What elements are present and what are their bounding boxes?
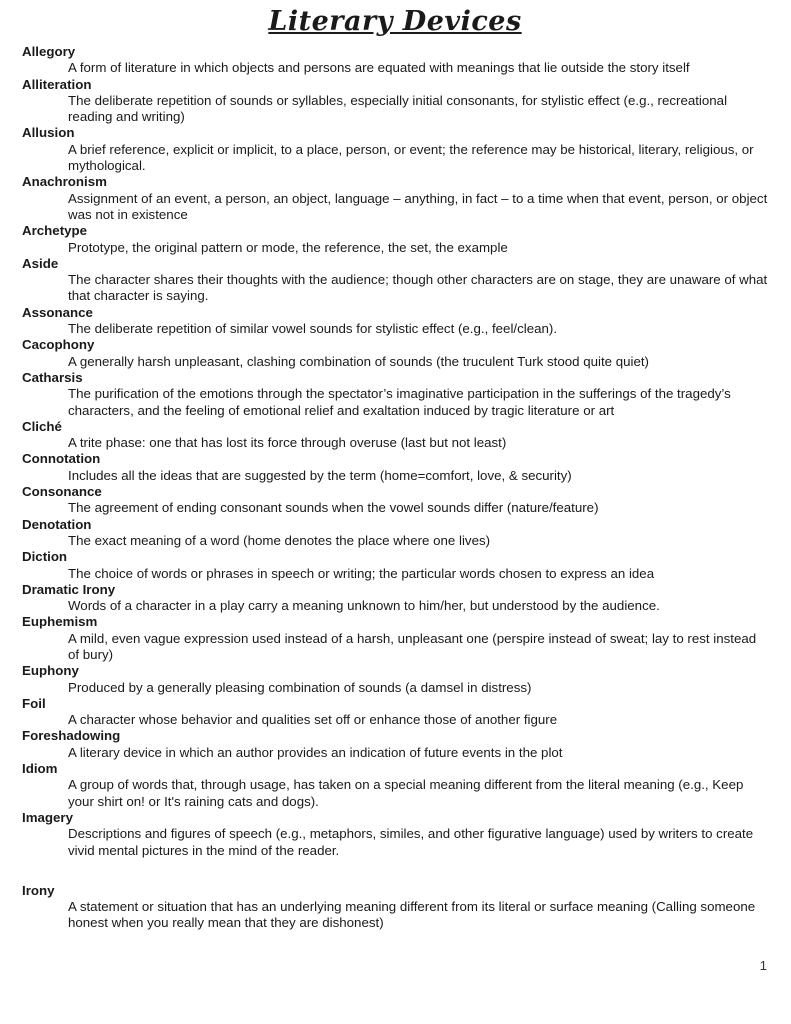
glossary-entry [22, 549, 768, 582]
glossary-entry [22, 256, 768, 305]
glossary-entry [22, 582, 768, 615]
term-heading: Euphemism [22, 614, 98, 630]
glossary-entry [22, 484, 768, 517]
glossary-entry [22, 517, 768, 550]
term-heading: Idiom [22, 761, 58, 777]
glossary-entry [22, 728, 768, 761]
term-definition: The purification of the emotions through the spectator’s imaginative participation in the sufferings of the tragedy’s characters, and the feeling of emotional relief and exaltation induced by tragic literature or art [68, 386, 731, 418]
page-number: 1 [759, 957, 767, 973]
glossary-entry [22, 223, 768, 256]
glossary-list [22, 44, 768, 932]
term-heading: Archetype [22, 223, 88, 239]
term-definition: A literary device in which an author provides an indication of future events in the plot [68, 744, 563, 760]
term-definition: The character shares their thoughts with the audience; though other characters are on stage, they are unaware of what that character is saying. [68, 272, 768, 304]
glossary-entry [22, 370, 768, 419]
term-heading: Denotation [22, 516, 92, 532]
term-heading: Alliteration [22, 76, 92, 92]
term-definition: The exact meaning of a word (home denotes the place where one lives) [68, 532, 491, 548]
term-heading: Anachronism [22, 174, 107, 190]
term-heading: Foil [22, 695, 46, 711]
term-heading: Consonance [22, 484, 102, 500]
term-definition: Includes all the ideas that are suggested by the term (home=comfort, love, & security) [68, 467, 572, 483]
glossary-entry [22, 77, 768, 126]
glossary-entry [22, 663, 768, 696]
term-heading: Diction [22, 549, 68, 565]
glossary-entry [22, 419, 768, 452]
glossary-entry [22, 125, 768, 174]
term-heading: Aside [22, 255, 59, 271]
glossary-entry [22, 451, 768, 484]
term-definition: A statement or situation that has an underlying meaning different from its literal or surface meaning (Calling someone honest when you really mean that they are dishonest) [68, 899, 756, 931]
term-heading: Irony [22, 882, 55, 898]
glossary-entry [22, 883, 768, 932]
glossary-entry [22, 305, 768, 338]
term-definition: The deliberate repetition of similar vowel sounds for stylistic effect (e.g., feel/clean). [68, 321, 558, 337]
term-definition: The choice of words or phrases in speech or writing; the particular words chosen to express an idea [68, 565, 655, 581]
term-definition: A trite phase: one that has lost its force through overuse (last but not least) [68, 435, 507, 451]
term-definition: A group of words that, through usage, has taken on a special meaning different from the literal meaning (e.g., Keep your shirt on! or It's raining cats and dogs). [68, 777, 744, 809]
term-heading: Assonance [22, 304, 93, 320]
term-definition: A mild, even vague expression used instead of a harsh, unpleasant one (perspire instead of sweat; lay to rest instead of bury) [68, 630, 757, 662]
term-definition: The agreement of ending consonant sounds when the vowel sounds differ (nature/feature) [68, 500, 599, 516]
term-definition: A generally harsh unpleasant, clashing combination of sounds (the truculent Turk stood quite quiet) [68, 353, 649, 369]
term-definition: The deliberate repetition of sounds or syllables, especially initial consonants, for stylistic effect (e.g., recreational reading and writing) [68, 92, 728, 125]
term-heading: Imagery [22, 809, 73, 825]
term-heading: Foreshadowing [22, 728, 121, 744]
term-definition: Assignment of an event, a person, an object, language – anything, in fact – to a time when that event, person, or object was not in existence [68, 190, 768, 222]
term-heading: Euphony [22, 663, 79, 679]
term-heading: Cliché [22, 418, 62, 434]
glossary-entry [22, 44, 768, 77]
glossary-entry [22, 614, 768, 663]
term-definition: Prototype, the original pattern or mode, the reference, the set, the example [68, 239, 508, 255]
term-definition: Descriptions and figures of speech (e.g., metaphors, similes, and other figurative language) used by writers to create vivid mental pictures in the mind of the reader. [68, 826, 754, 858]
glossary-entry [22, 174, 768, 223]
term-heading: Catharsis [22, 369, 83, 385]
page-title: Literary Devices [268, 6, 522, 37]
glossary-entry [22, 810, 768, 859]
glossary-entry [22, 696, 768, 729]
term-definition: A form of literature in which objects and persons are equated with meanings that lie outside the story itself [68, 60, 690, 76]
term-definition: Produced by a generally pleasing combination of sounds (a damsel in distress) [68, 679, 532, 695]
term-heading: Cacophony [22, 337, 95, 353]
term-definition: A brief reference, explicit or implicit, to a place, person, or event; the reference may be historical, literary, religious, or mythological. [68, 141, 754, 174]
glossary-entry [22, 337, 768, 370]
term-heading: Dramatic Irony [22, 581, 116, 597]
term-definition: Words of a character in a play carry a meaning unknown to him/her, but understood by the audience. [68, 598, 660, 614]
term-heading: Allegory [22, 44, 76, 59]
term-heading: Connotation [22, 451, 101, 467]
term-definition: A character whose behavior and qualities set off or enhance those of another figure [68, 712, 558, 728]
term-heading: Allusion [22, 125, 75, 141]
glossary-entry [22, 761, 768, 810]
